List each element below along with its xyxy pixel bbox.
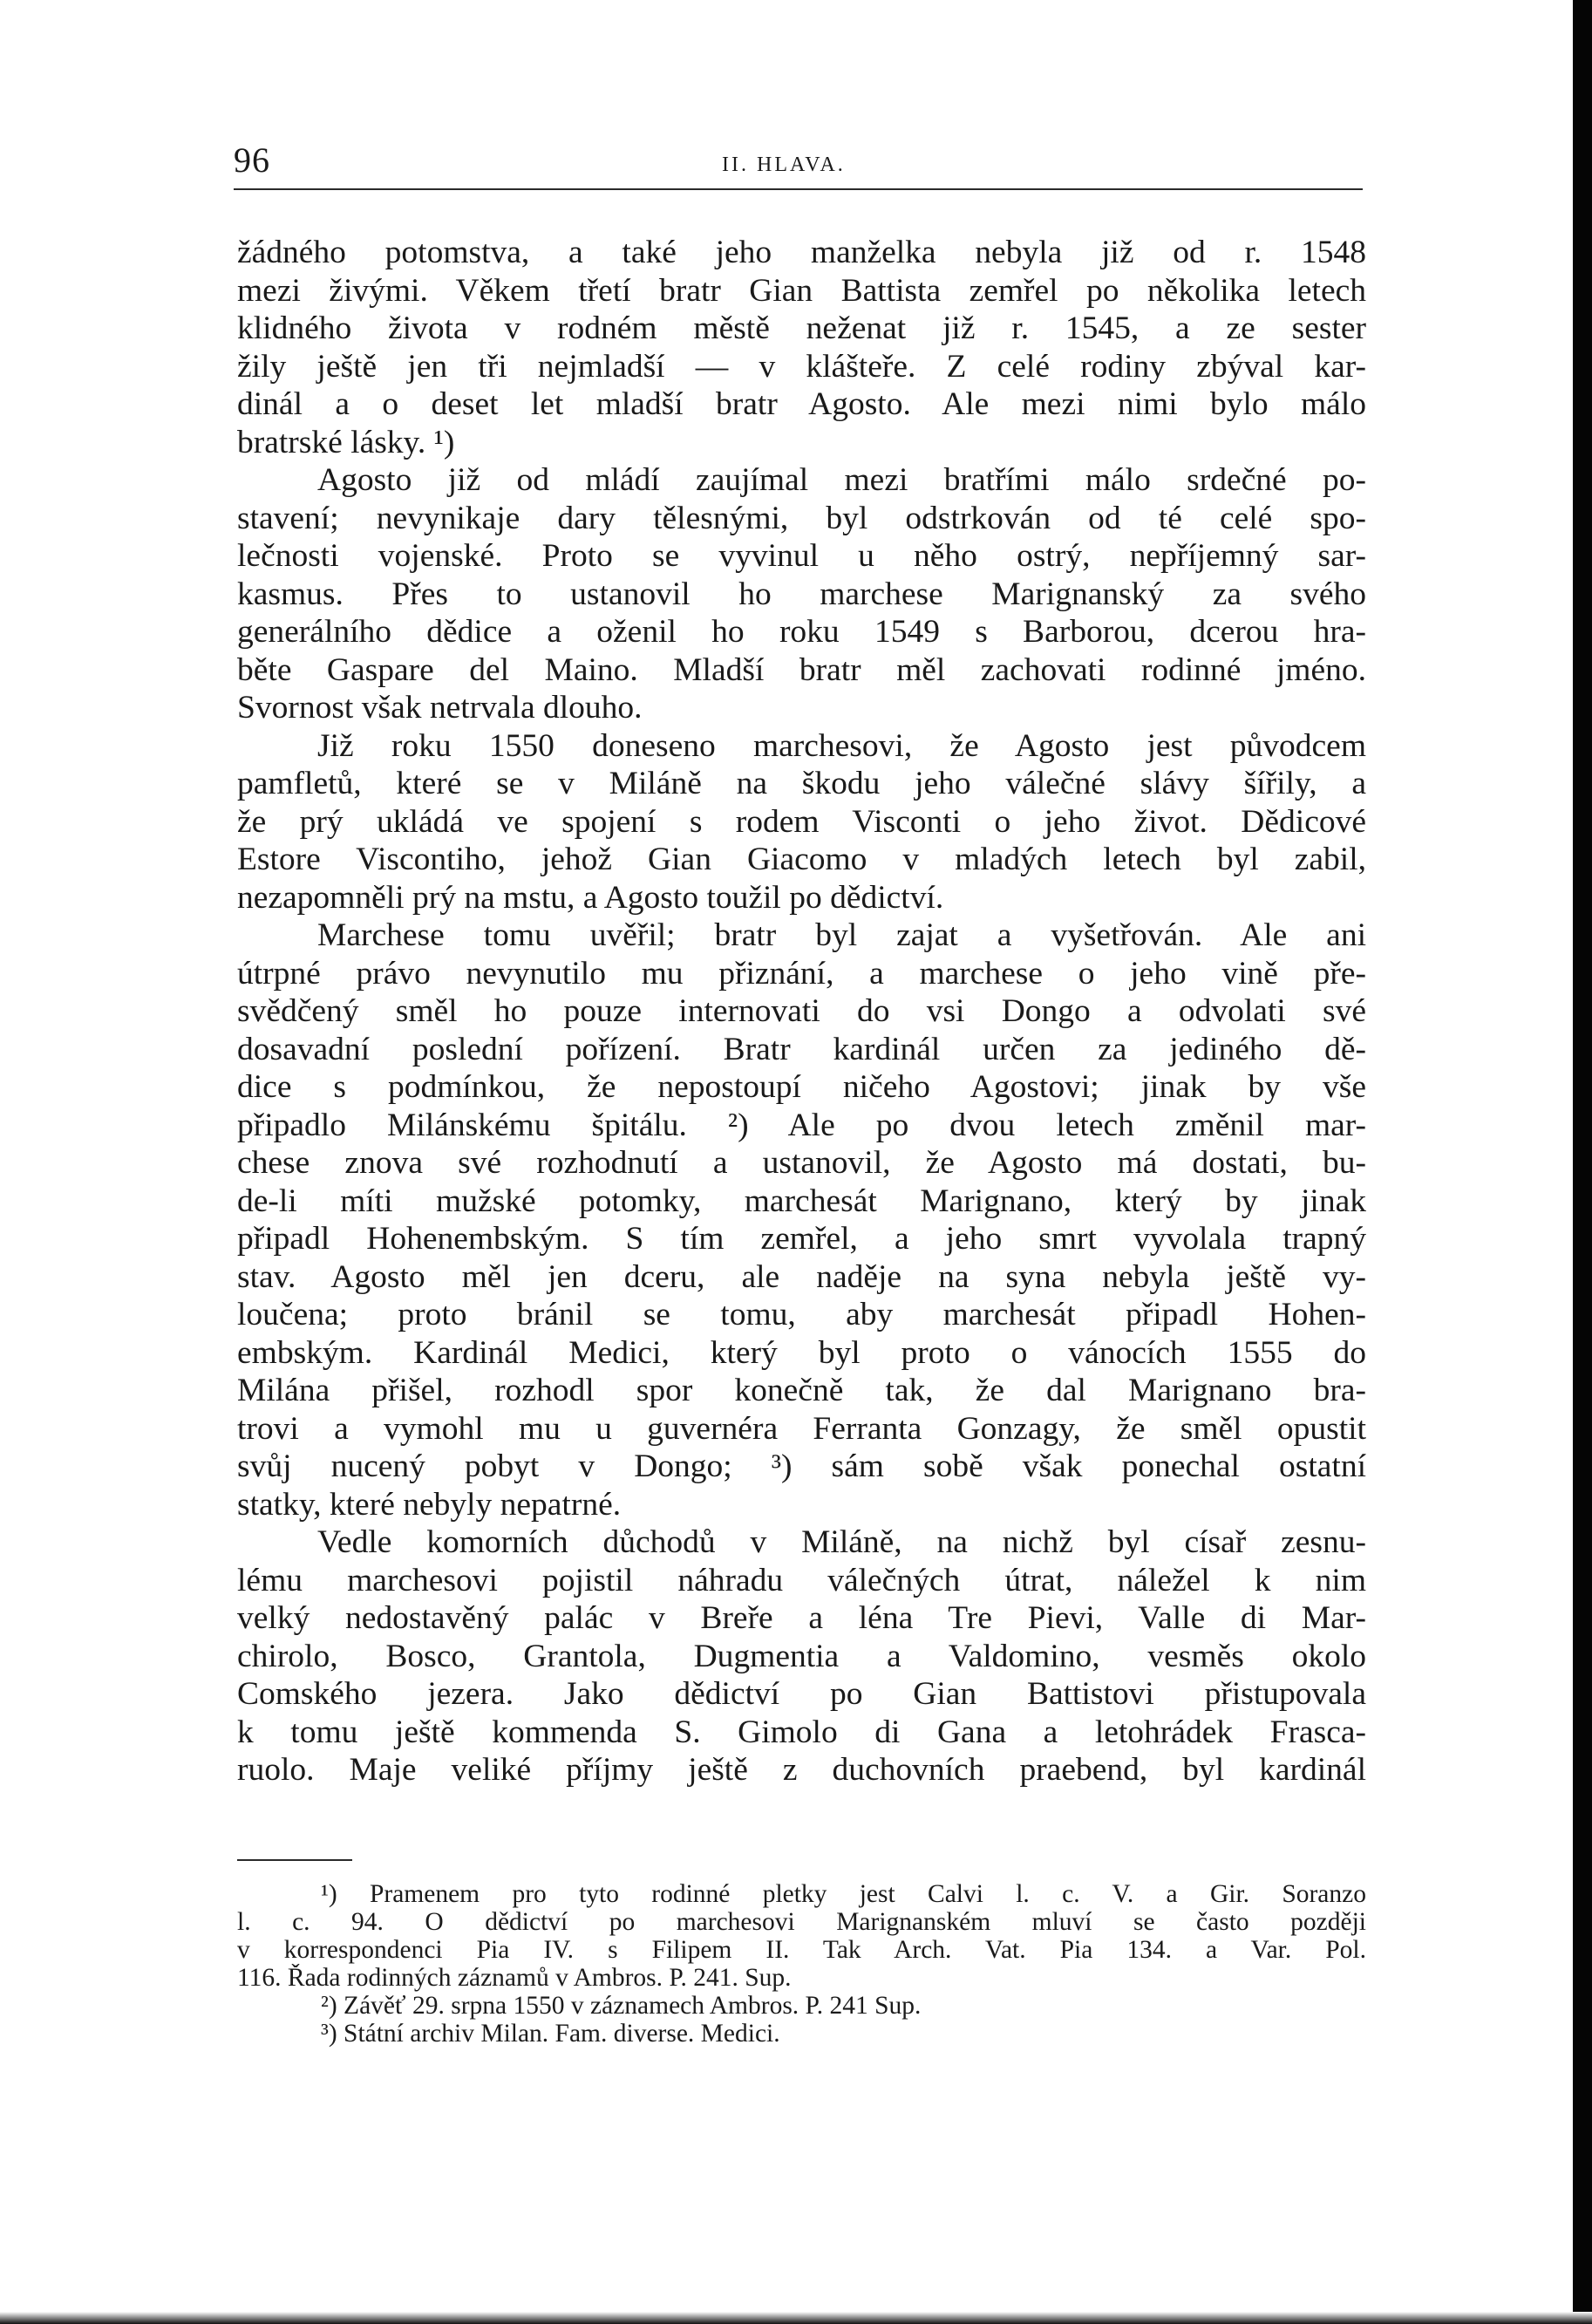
text-line: dinál a o deset let mladší bratr Agosto. Ale mezi nimi bylo málo bbox=[237, 386, 1366, 422]
text-line: Svornost však netrvala dlouho. bbox=[237, 690, 643, 726]
text-line: Milána přišel, rozhodl spor konečně tak, že dal Marignano bra- bbox=[237, 1373, 1366, 1408]
text-line: trovi a vymohl mu u guvernéra Ferranta Gonzagy, že směl opustit bbox=[237, 1410, 1366, 1447]
page-header bbox=[234, 140, 1363, 192]
text-line: Comského jezera. Jako dědictví po Gian Battistovi přistupovala bbox=[237, 1676, 1366, 1712]
text-line: připadl Hohenembským. S tím zemřel, a jeho smrt vyvolala trapný bbox=[237, 1221, 1366, 1257]
text-line: lému marchesovi pojistil náhradu válečných útrat, náležel k nim bbox=[237, 1562, 1366, 1598]
text-line: svůj nucený pobyt v Dongo; ³) sám sobě však ponechal ostatní bbox=[237, 1448, 1366, 1484]
text-line: chese znova své rozhodnutí a ustanovil, že Agosto má dostati, bu- bbox=[237, 1145, 1366, 1181]
scan-edge-right bbox=[1573, 0, 1592, 2324]
text-line: běte Gaspare del Maino. Mladší bratr měl zachovati rodinné jméno. bbox=[237, 651, 1366, 688]
text-line: de-li míti mužské potomky, marchesát Marignano, který by jinak bbox=[237, 1182, 1366, 1219]
footnote-line: v korrespondenci Pia IV. s Filipem II. Tak Arch. Vat. Pia 134. a Var. Pol. bbox=[237, 1936, 1366, 1964]
text-line: stavení; nevynikaje dary tělesnými, byl odstrkován od té celé spo- bbox=[237, 500, 1366, 536]
text-line: připadlo Milánskému špitálu. ²) Ale po dvou letech změnil mar- bbox=[237, 1107, 1366, 1143]
text-line: k tomu ještě kommenda S. Gimolo di Gana a letohrádek Frasca- bbox=[237, 1714, 1366, 1750]
scan-edge-bottom bbox=[0, 2312, 1592, 2324]
footnote-line: l. c. 94. O dědictví po marchesovi Marignanském mluví se často později bbox=[237, 1908, 1366, 1936]
footnote-line: ³) Státní archiv Milan. Fam. diverse. Medici. bbox=[321, 2020, 780, 2048]
text-line: Agosto již od mládí zaujímal mezi bratřími málo srdečné po- bbox=[317, 462, 1366, 498]
running-head: II. HLAVA. bbox=[722, 153, 846, 176]
text-line: lečnosti vojenské. Proto se vyvinul u něho ostrý, nepříjemný sar- bbox=[237, 538, 1366, 574]
header-rule bbox=[234, 188, 1363, 190]
text-line: Vedle komorních důchodů v Miláně, na nichž byl císař zesnu- bbox=[317, 1524, 1366, 1560]
text-line: že prý ukládá ve spojení s rodem Visconti o jeho život. Dědicové bbox=[237, 803, 1366, 840]
text-line: Již roku 1550 doneseno marchesovi, že Agosto jest původcem bbox=[317, 727, 1366, 764]
footnotes bbox=[237, 1880, 1366, 2048]
text-line: loučena; proto bránil se tomu, aby marchesát připadl Hohen- bbox=[237, 1297, 1366, 1332]
text-line: klidného života v rodném městě neženat již r. 1545, a ze sester bbox=[237, 310, 1366, 346]
text-line: Marchese tomu uvěřil; bratr byl zajat a vyšetřován. Ale ani bbox=[317, 917, 1366, 953]
text-line: bratrské lásky. ¹) bbox=[237, 424, 455, 460]
text-line: dice s podmínkou, že nepostoupí ničeho Agostovi; jinak by vše bbox=[237, 1069, 1366, 1105]
text-line: pamfletů, které se v Miláně na škodu jeho válečné slávy šířily, a bbox=[237, 766, 1366, 801]
footnote-rule bbox=[237, 1859, 352, 1861]
text-line: útrpné právo nevynutilo mu přiznání, a marchese o jeho vině pře- bbox=[237, 955, 1366, 992]
text-line: generálního dědice a oženil ho roku 1549 s Barborou, dcerou hra- bbox=[237, 614, 1366, 650]
footnote-line: ¹) Pramenem pro tyto rodinné pletky jest Calvi l. c. V. a Gir. Soranzo bbox=[321, 1880, 1366, 1908]
text-line: žádného potomstva, a také jeho manželka nebyla již od r. 1548 bbox=[237, 235, 1366, 270]
text-line: dosavadní poslední pořízení. Bratr kardinál určen za jediného dě- bbox=[237, 1031, 1366, 1067]
text-line: statky, které nebyly nepatrné. bbox=[237, 1486, 622, 1523]
text-line: mezi živými. Věkem třetí bratr Gian Battista zemřel po několika letech bbox=[237, 272, 1366, 309]
text-line: ruolo. Maje veliké příjmy ještě z duchovních praebend, byl kardinál bbox=[237, 1752, 1366, 1788]
text-line: svědčený směl ho pouze internovati do vsi Dongo a odvolati své bbox=[237, 993, 1366, 1029]
text-line: nezapomněli prý na mstu, a Agosto toužil po dědictví. bbox=[237, 879, 944, 916]
footnote-line: 116. Řada rodinných záznamů v Ambros. P. 241. Sup. bbox=[237, 1964, 792, 1992]
text-line: kasmus. Přes to ustanovil ho marchese Marignanský za svého bbox=[237, 576, 1366, 612]
page-number: 96 bbox=[234, 140, 270, 180]
footnote-line: ²) Závěť 29. srpna 1550 v záznamech Ambros. P. 241 Sup. bbox=[321, 1992, 922, 2020]
text-line: žily ještě jen tři nejmladší — v klášteře. Z celé rodiny zbýval kar- bbox=[237, 348, 1366, 385]
text-line: Estore Viscontiho, jehož Gian Giacomo v mladých letech byl zabil, bbox=[237, 842, 1366, 877]
text-line: chirolo, Bosco, Grantola, Dugmentia a Valdomino, vesměs okolo bbox=[237, 1638, 1366, 1674]
body-text bbox=[237, 234, 1366, 1789]
text-line: stav. Agosto měl jen dceru, ale naděje na syna nebyla ještě vy- bbox=[237, 1258, 1366, 1295]
text-line: embským. Kardinál Medici, který byl proto o vánocích 1555 do bbox=[237, 1334, 1366, 1371]
text-line: velký nedostavěný palác v Breře a léna Tre Pievi, Valle di Mar- bbox=[237, 1600, 1366, 1636]
